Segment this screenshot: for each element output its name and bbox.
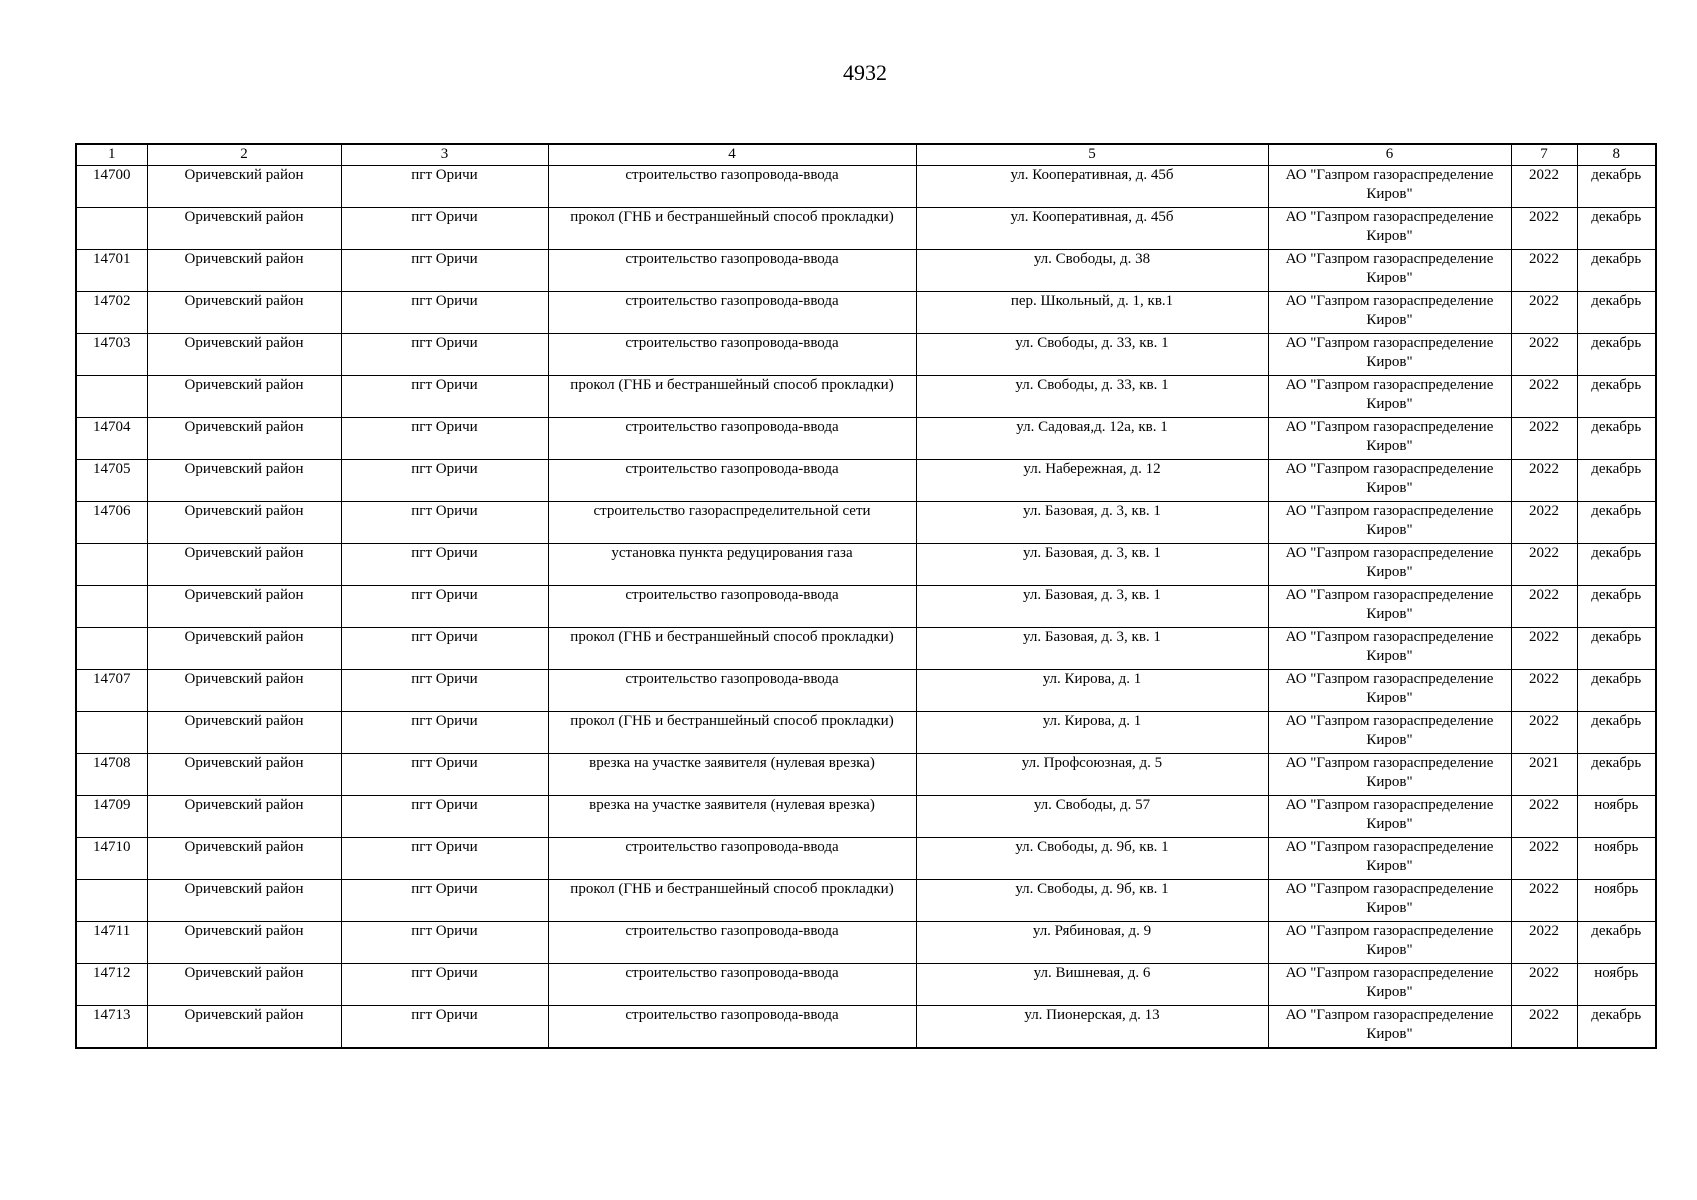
cell-row-number: 14712 <box>76 964 147 1006</box>
cell-row-number <box>76 208 147 250</box>
cell-settlement: пгт Оричи <box>341 460 548 502</box>
cell-year: 2022 <box>1511 880 1577 922</box>
cell-district: Оричевский район <box>147 712 341 754</box>
cell-settlement: пгт Оричи <box>341 166 548 208</box>
cell-organization: АО "Газпром газораспределение Киров" <box>1268 292 1511 334</box>
cell-year: 2022 <box>1511 712 1577 754</box>
cell-organization: АО "Газпром газораспределение Киров" <box>1268 418 1511 460</box>
cell-month: ноябрь <box>1577 796 1656 838</box>
table-row <box>76 754 1656 796</box>
column-header-8: 8 <box>1577 144 1656 166</box>
cell-row-number <box>76 712 147 754</box>
cell-settlement: пгт Оричи <box>341 376 548 418</box>
cell-month: ноябрь <box>1577 964 1656 1006</box>
cell-work-type: врезка на участке заявителя (нулевая врезка) <box>548 754 916 796</box>
cell-organization: АО "Газпром газораспределение Киров" <box>1268 796 1511 838</box>
table-row <box>76 586 1656 628</box>
table-row <box>76 334 1656 376</box>
cell-district: Оричевский район <box>147 586 341 628</box>
cell-settlement: пгт Оричи <box>341 418 548 460</box>
cell-year: 2022 <box>1511 334 1577 376</box>
cell-row-number: 14700 <box>76 166 147 208</box>
cell-month: декабрь <box>1577 544 1656 586</box>
cell-year: 2022 <box>1511 964 1577 1006</box>
cell-month: декабрь <box>1577 334 1656 376</box>
table-row <box>76 166 1656 208</box>
cell-month: ноябрь <box>1577 838 1656 880</box>
cell-year: 2022 <box>1511 670 1577 712</box>
cell-row-number: 14701 <box>76 250 147 292</box>
cell-settlement: пгт Оричи <box>341 502 548 544</box>
table-row <box>76 670 1656 712</box>
cell-row-number: 14708 <box>76 754 147 796</box>
cell-work-type: прокол (ГНБ и бестраншейный способ прокладки) <box>548 376 916 418</box>
cell-organization: АО "Газпром газораспределение Киров" <box>1268 544 1511 586</box>
cell-year: 2022 <box>1511 586 1577 628</box>
cell-address: ул. Профсоюзная, д. 5 <box>916 754 1268 796</box>
column-header-4: 4 <box>548 144 916 166</box>
cell-row-number: 14709 <box>76 796 147 838</box>
column-header-3: 3 <box>341 144 548 166</box>
cell-organization: АО "Газпром газораспределение Киров" <box>1268 208 1511 250</box>
cell-district: Оричевский район <box>147 208 341 250</box>
table-row <box>76 628 1656 670</box>
cell-year: 2021 <box>1511 754 1577 796</box>
cell-district: Оричевский район <box>147 334 341 376</box>
cell-month: декабрь <box>1577 292 1656 334</box>
cell-organization: АО "Газпром газораспределение Киров" <box>1268 628 1511 670</box>
cell-district: Оричевский район <box>147 544 341 586</box>
cell-work-type: прокол (ГНБ и бестраншейный способ прокладки) <box>548 880 916 922</box>
cell-month: декабрь <box>1577 586 1656 628</box>
cell-address: ул. Набережная, д. 12 <box>916 460 1268 502</box>
cell-year: 2022 <box>1511 460 1577 502</box>
table-row <box>76 922 1656 964</box>
cell-year: 2022 <box>1511 292 1577 334</box>
cell-district: Оричевский район <box>147 796 341 838</box>
cell-settlement: пгт Оричи <box>341 712 548 754</box>
cell-settlement: пгт Оричи <box>341 208 548 250</box>
table-row <box>76 964 1656 1006</box>
table-row <box>76 460 1656 502</box>
cell-organization: АО "Газпром газораспределение Киров" <box>1268 880 1511 922</box>
cell-row-number <box>76 544 147 586</box>
cell-row-number <box>76 376 147 418</box>
column-header-5: 5 <box>916 144 1268 166</box>
cell-work-type: строительство газопровода-ввода <box>548 838 916 880</box>
cell-settlement: пгт Оричи <box>341 964 548 1006</box>
table-row <box>76 544 1656 586</box>
cell-address: ул. Свободы, д. 33, кв. 1 <box>916 376 1268 418</box>
cell-year: 2022 <box>1511 1006 1577 1049</box>
table-body <box>76 166 1656 1049</box>
gas-works-table <box>75 143 1657 1049</box>
cell-settlement: пгт Оричи <box>341 670 548 712</box>
cell-month: декабрь <box>1577 670 1656 712</box>
cell-row-number <box>76 628 147 670</box>
table-row <box>76 1006 1656 1049</box>
cell-year: 2022 <box>1511 544 1577 586</box>
table-row <box>76 208 1656 250</box>
cell-work-type: строительство газопровода-ввода <box>548 922 916 964</box>
cell-district: Оричевский район <box>147 502 341 544</box>
cell-month: декабрь <box>1577 250 1656 292</box>
column-header-2: 2 <box>147 144 341 166</box>
column-header-7: 7 <box>1511 144 1577 166</box>
cell-district: Оричевский район <box>147 964 341 1006</box>
cell-work-type: прокол (ГНБ и бестраншейный способ прокладки) <box>548 628 916 670</box>
cell-address: ул. Кирова, д. 1 <box>916 712 1268 754</box>
cell-row-number: 14706 <box>76 502 147 544</box>
cell-settlement: пгт Оричи <box>341 334 548 376</box>
cell-address: ул. Свободы, д. 57 <box>916 796 1268 838</box>
cell-work-type: строительство газопровода-ввода <box>548 166 916 208</box>
cell-organization: АО "Газпром газораспределение Киров" <box>1268 712 1511 754</box>
cell-settlement: пгт Оричи <box>341 838 548 880</box>
cell-address: ул. Рябиновая, д. 9 <box>916 922 1268 964</box>
table-row <box>76 880 1656 922</box>
cell-address: ул. Базовая, д. 3, кв. 1 <box>916 502 1268 544</box>
cell-settlement: пгт Оричи <box>341 544 548 586</box>
cell-work-type: строительство газопровода-ввода <box>548 292 916 334</box>
cell-year: 2022 <box>1511 838 1577 880</box>
cell-month: декабрь <box>1577 460 1656 502</box>
cell-year: 2022 <box>1511 376 1577 418</box>
table-row <box>76 712 1656 754</box>
cell-address: ул. Свободы, д. 33, кв. 1 <box>916 334 1268 376</box>
cell-settlement: пгт Оричи <box>341 796 548 838</box>
cell-organization: АО "Газпром газораспределение Киров" <box>1268 964 1511 1006</box>
cell-organization: АО "Газпром газораспределение Киров" <box>1268 838 1511 880</box>
cell-district: Оричевский район <box>147 376 341 418</box>
cell-district: Оричевский район <box>147 460 341 502</box>
cell-work-type: строительство газопровода-ввода <box>548 250 916 292</box>
cell-settlement: пгт Оричи <box>341 586 548 628</box>
cell-work-type: строительство газопровода-ввода <box>548 418 916 460</box>
cell-district: Оричевский район <box>147 754 341 796</box>
cell-year: 2022 <box>1511 208 1577 250</box>
cell-row-number <box>76 586 147 628</box>
header-row <box>76 144 1656 166</box>
cell-district: Оричевский район <box>147 418 341 460</box>
table-row <box>76 502 1656 544</box>
cell-year: 2022 <box>1511 250 1577 292</box>
cell-month: декабрь <box>1577 1006 1656 1049</box>
cell-row-number: 14710 <box>76 838 147 880</box>
cell-district: Оричевский район <box>147 1006 341 1049</box>
cell-organization: АО "Газпром газораспределение Киров" <box>1268 502 1511 544</box>
cell-settlement: пгт Оричи <box>341 880 548 922</box>
cell-work-type: установка пункта редуцирования газа <box>548 544 916 586</box>
cell-month: декабрь <box>1577 376 1656 418</box>
cell-address: ул. Кирова, д. 1 <box>916 670 1268 712</box>
cell-year: 2022 <box>1511 628 1577 670</box>
cell-district: Оричевский район <box>147 166 341 208</box>
cell-organization: АО "Газпром газораспределение Киров" <box>1268 922 1511 964</box>
cell-organization: АО "Газпром газораспределение Киров" <box>1268 334 1511 376</box>
cell-settlement: пгт Оричи <box>341 628 548 670</box>
cell-row-number: 14702 <box>76 292 147 334</box>
cell-organization: АО "Газпром газораспределение Киров" <box>1268 460 1511 502</box>
cell-month: ноябрь <box>1577 880 1656 922</box>
cell-district: Оричевский район <box>147 880 341 922</box>
cell-address: ул. Базовая, д. 3, кв. 1 <box>916 544 1268 586</box>
cell-address: ул. Кооперативная, д. 45б <box>916 208 1268 250</box>
cell-year: 2022 <box>1511 796 1577 838</box>
cell-address: ул. Базовая, д. 3, кв. 1 <box>916 628 1268 670</box>
cell-organization: АО "Газпром газораспределение Киров" <box>1268 670 1511 712</box>
cell-district: Оричевский район <box>147 628 341 670</box>
cell-month: декабрь <box>1577 502 1656 544</box>
cell-work-type: строительство газопровода-ввода <box>548 460 916 502</box>
cell-work-type: прокол (ГНБ и бестраншейный способ прокладки) <box>548 208 916 250</box>
cell-district: Оричевский район <box>147 292 341 334</box>
cell-work-type: строительство газопровода-ввода <box>548 1006 916 1049</box>
cell-address: ул. Вишневая, д. 6 <box>916 964 1268 1006</box>
cell-district: Оричевский район <box>147 922 341 964</box>
table-container <box>75 143 1655 1049</box>
cell-work-type: строительство газопровода-ввода <box>548 334 916 376</box>
cell-district: Оричевский район <box>147 838 341 880</box>
cell-year: 2022 <box>1511 502 1577 544</box>
cell-work-type: строительство газопровода-ввода <box>548 586 916 628</box>
cell-organization: АО "Газпром газораспределение Киров" <box>1268 376 1511 418</box>
cell-row-number: 14711 <box>76 922 147 964</box>
column-header-1: 1 <box>76 144 147 166</box>
table-row <box>76 418 1656 460</box>
cell-organization: АО "Газпром газораспределение Киров" <box>1268 1006 1511 1049</box>
cell-address: ул. Кооперативная, д. 45б <box>916 166 1268 208</box>
table-row <box>76 796 1656 838</box>
cell-month: декабрь <box>1577 922 1656 964</box>
cell-settlement: пгт Оричи <box>341 250 548 292</box>
cell-month: декабрь <box>1577 208 1656 250</box>
cell-month: декабрь <box>1577 418 1656 460</box>
cell-row-number: 14703 <box>76 334 147 376</box>
cell-row-number: 14705 <box>76 460 147 502</box>
cell-month: декабрь <box>1577 754 1656 796</box>
table-row <box>76 250 1656 292</box>
cell-organization: АО "Газпром газораспределение Киров" <box>1268 586 1511 628</box>
page-number: 4932 <box>843 60 887 85</box>
cell-work-type: прокол (ГНБ и бестраншейный способ прокладки) <box>548 712 916 754</box>
cell-month: декабрь <box>1577 712 1656 754</box>
cell-row-number: 14704 <box>76 418 147 460</box>
cell-work-type: строительство газопровода-ввода <box>548 964 916 1006</box>
cell-row-number: 14713 <box>76 1006 147 1049</box>
cell-year: 2022 <box>1511 166 1577 208</box>
cell-organization: АО "Газпром газораспределение Киров" <box>1268 166 1511 208</box>
cell-address: ул. Свободы, д. 38 <box>916 250 1268 292</box>
cell-work-type: строительство газораспределительной сети <box>548 502 916 544</box>
cell-settlement: пгт Оричи <box>341 292 548 334</box>
cell-address: ул. Базовая, д. 3, кв. 1 <box>916 586 1268 628</box>
cell-address: ул. Свободы, д. 9б, кв. 1 <box>916 880 1268 922</box>
table-row <box>76 838 1656 880</box>
cell-row-number <box>76 880 147 922</box>
table-row <box>76 292 1656 334</box>
cell-organization: АО "Газпром газораспределение Киров" <box>1268 250 1511 292</box>
cell-work-type: врезка на участке заявителя (нулевая врезка) <box>548 796 916 838</box>
cell-settlement: пгт Оричи <box>341 754 548 796</box>
cell-settlement: пгт Оричи <box>341 922 548 964</box>
cell-year: 2022 <box>1511 418 1577 460</box>
cell-organization: АО "Газпром газораспределение Киров" <box>1268 754 1511 796</box>
cell-address: ул. Садовая,д. 12а, кв. 1 <box>916 418 1268 460</box>
table-header <box>76 144 1656 166</box>
cell-month: декабрь <box>1577 628 1656 670</box>
cell-settlement: пгт Оричи <box>341 1006 548 1049</box>
cell-address: ул. Свободы, д. 9б, кв. 1 <box>916 838 1268 880</box>
column-header-6: 6 <box>1268 144 1511 166</box>
cell-district: Оричевский район <box>147 670 341 712</box>
cell-address: пер. Школьный, д. 1, кв.1 <box>916 292 1268 334</box>
cell-month: декабрь <box>1577 166 1656 208</box>
cell-year: 2022 <box>1511 922 1577 964</box>
cell-work-type: строительство газопровода-ввода <box>548 670 916 712</box>
cell-row-number: 14707 <box>76 670 147 712</box>
cell-district: Оричевский район <box>147 250 341 292</box>
cell-address: ул. Пионерская, д. 13 <box>916 1006 1268 1049</box>
table-row <box>76 376 1656 418</box>
